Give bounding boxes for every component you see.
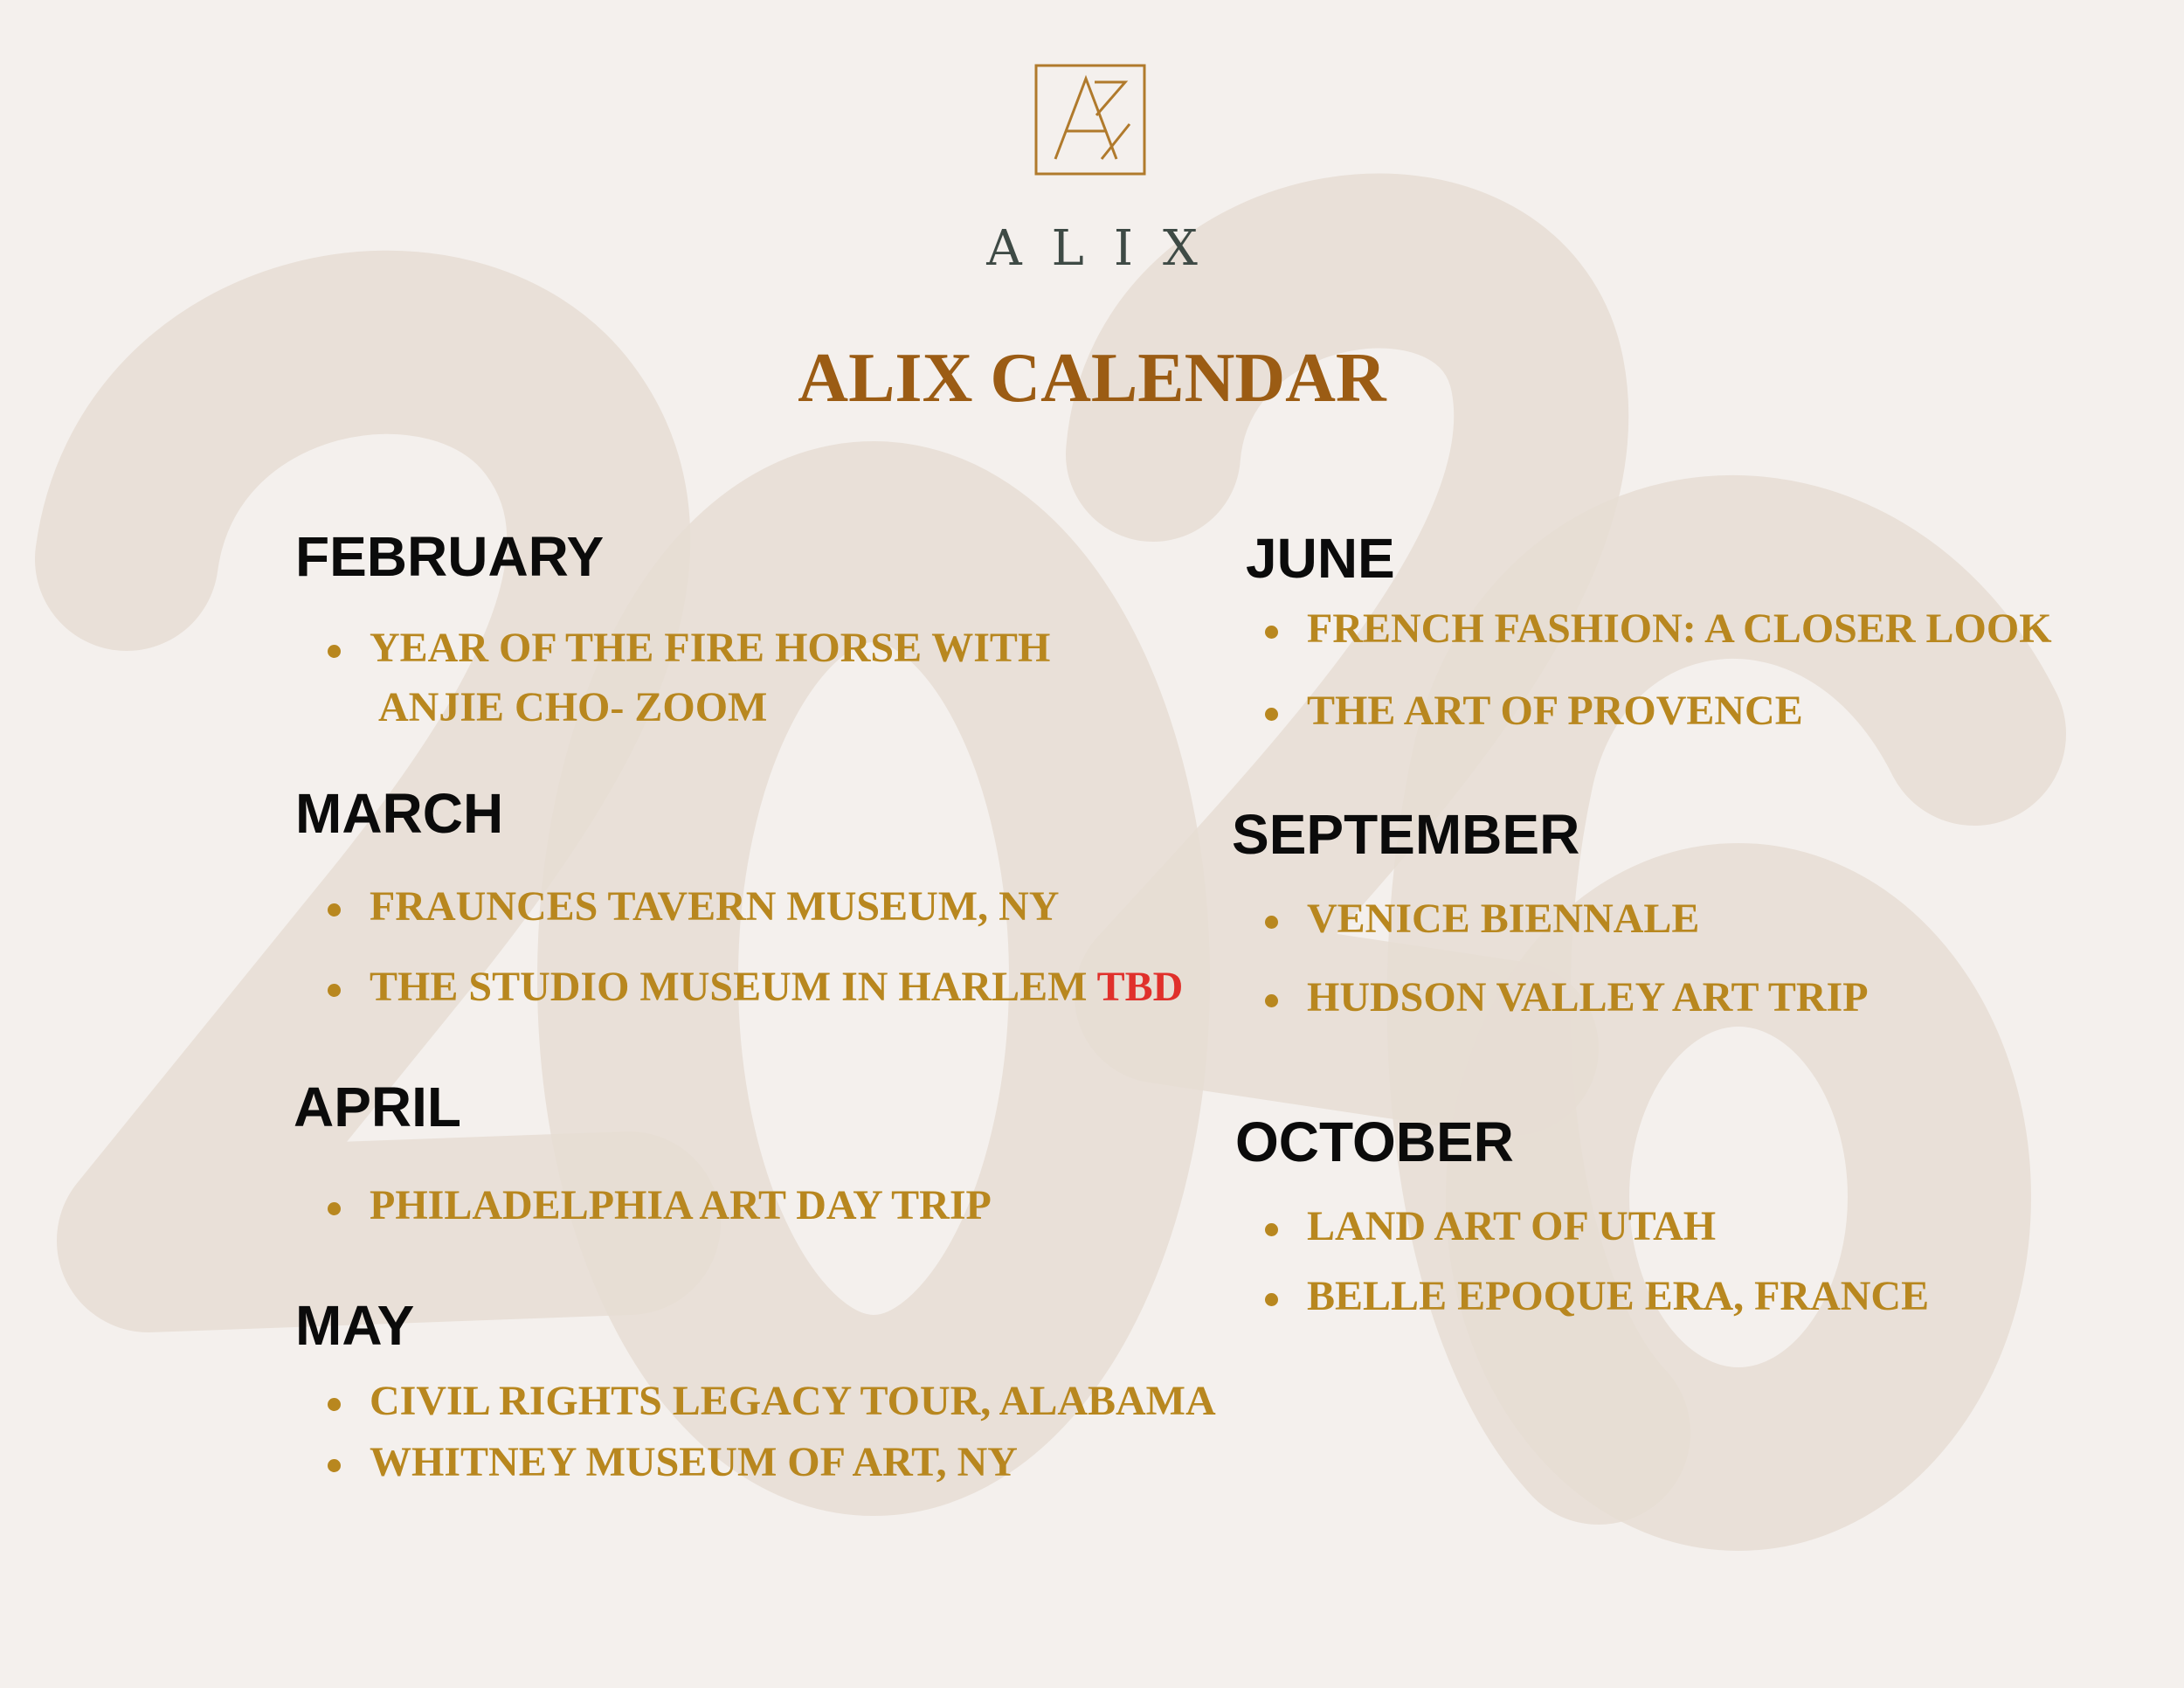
month-heading: MAY	[295, 1294, 415, 1357]
event-item	[1307, 687, 1803, 735]
event-item	[370, 624, 1050, 672]
event-text: YEAR OF THE FIRE HORSE WITH	[370, 625, 1051, 671]
event-text: CIVIL RIGHTS LEGACY TOUR, ALABAMA	[370, 1378, 1216, 1424]
event-text: FRENCH FASHION: A CLOSER LOOK	[1307, 605, 2052, 652]
month-heading: MARCH	[295, 782, 504, 845]
month-heading: OCTOBER	[1235, 1110, 1514, 1173]
brand-name: ALIX	[986, 220, 1227, 277]
event-item	[1307, 895, 1699, 943]
page-title: ALIX CALENDAR	[798, 340, 1386, 417]
event-text: VENICE BIENNALE	[1307, 896, 1700, 942]
bullet-icon	[1265, 626, 1278, 639]
bullet-icon	[1265, 1223, 1278, 1236]
tbd-badge: TBD	[1096, 964, 1184, 1010]
bullet-icon	[1265, 916, 1278, 929]
bullet-icon	[1265, 994, 1278, 1007]
event-text: FRAUNCES TAVERN MUSEUM, NY	[370, 883, 1060, 930]
event-item	[1307, 1272, 1929, 1320]
event-item	[1307, 973, 1869, 1021]
bullet-icon	[328, 903, 341, 917]
month-heading: FEBRUARY	[295, 525, 605, 588]
event-text: PHILADELPHIA ART DAY TRIP	[370, 1182, 992, 1228]
event-item	[1307, 605, 2052, 653]
month-heading: JUNE	[1246, 527, 1395, 590]
event-item	[370, 882, 1059, 930]
bullet-icon	[328, 984, 341, 997]
bullet-icon	[328, 1459, 341, 1472]
event-item	[370, 1181, 992, 1229]
event-text-continued: ANJIE CHO- ZOOM	[378, 684, 768, 730]
month-heading: SEPTEMBER	[1232, 803, 1580, 866]
event-text: THE ART OF PROVENCE	[1307, 688, 1803, 734]
bullet-icon	[328, 1202, 341, 1215]
event-text: LAND ART OF UTAH	[1307, 1203, 1717, 1249]
event-item	[370, 963, 1183, 1011]
bullet-icon	[1265, 708, 1278, 721]
event-item	[370, 1377, 1216, 1425]
event-text: THE STUDIO MUSEUM IN HARLEM	[370, 964, 1088, 1010]
event-item	[370, 1438, 1018, 1486]
event-item	[1307, 1202, 1716, 1250]
event-text: HUDSON VALLEY ART TRIP	[1307, 974, 1869, 1020]
bullet-icon	[1265, 1293, 1278, 1306]
alix-monogram-icon	[1033, 63, 1147, 176]
event-text: BELLE EPOQUE ERA, FRANCE	[1307, 1273, 1930, 1319]
bullet-icon	[328, 645, 341, 658]
event-text: WHITNEY MUSEUM OF ART, NY	[370, 1439, 1018, 1485]
month-heading: APRIL	[294, 1076, 461, 1138]
bullet-icon	[328, 1398, 341, 1411]
